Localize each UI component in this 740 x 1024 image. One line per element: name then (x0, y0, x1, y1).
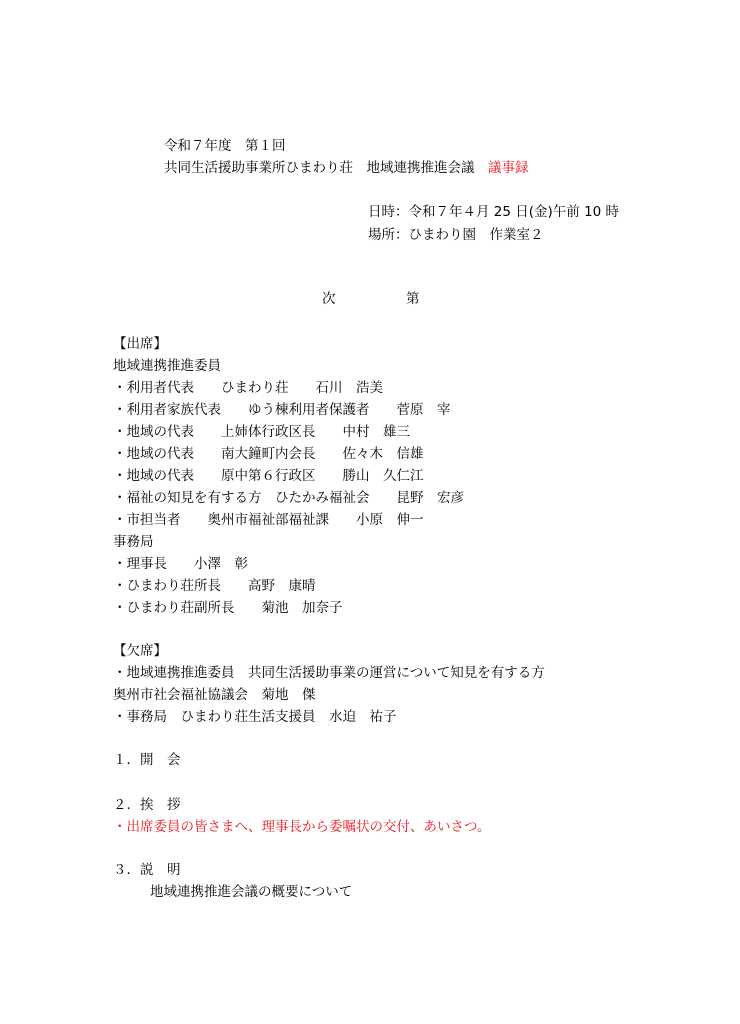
greeting-note: ・出席委員の皆さまへ、理事長から委嘱状の交付、あいさつ。 (113, 819, 491, 835)
section-explanation: ３．説 明 (113, 862, 181, 878)
section-opening: １．開 会 (113, 752, 181, 768)
office-member-line: ・ひまわり荘副所長 菊池 加奈子 (113, 600, 343, 616)
attendee-line: ・地域の代表 南大鐘町内会長 佐々木 信雄 (113, 446, 424, 462)
attendee-line: ・地域の代表 上姉体行政区長 中村 雄三 (113, 424, 410, 440)
attendee-line: ・福祉の知見を有する方 ひたかみ福祉会 昆野 宏彦 (113, 490, 464, 506)
meeting-session-line: 令和７年度 第１回 (164, 138, 286, 154)
office-member-line: ・ひまわり荘所長 高野 康晴 (113, 578, 316, 594)
meeting-datetime: 日時：令和７年４月 25 日(金)午前 10 時 (368, 204, 620, 220)
section-greeting: ２．挨 拶 (113, 797, 181, 813)
attendee-line: ・利用者家族代表 ゆう棟利用者保護者 菅原 宰 (113, 402, 451, 418)
document-title (164, 160, 529, 176)
attendee-line: ・利用者代表 ひまわり荘 石川 浩美 (113, 380, 383, 396)
absence-line: ・事務局 ひまわり荘生活支援員 水迫 祐子 (113, 709, 397, 725)
absence-line: 奥州市社会福祉協議会 菊地 傑 (113, 687, 316, 703)
title-minutes-label: 議事録 (488, 160, 529, 176)
office-label: 事務局 (113, 534, 154, 550)
attendee-line: ・地域の代表 原中第６行政区 勝山 久仁江 (113, 468, 424, 484)
attendance-heading: 【出席】 (113, 336, 167, 352)
absence-line: ・地域連携推進委員 共同生活援助事業の運営について知見を有する方 (113, 665, 545, 681)
explanation-note: 地域連携推進会議の概要について (150, 884, 353, 900)
attendee-line: ・市担当者 奥州市福祉部福祉課 小原 伸一 (113, 512, 424, 528)
agenda-heading-left: 次 (322, 291, 336, 307)
committee-label: 地域連携推進委員 (113, 358, 221, 374)
agenda-heading-right: 第 (406, 291, 420, 307)
absence-heading: 【欠席】 (113, 643, 167, 659)
office-member-line: ・理事長 小澤 彰 (113, 556, 248, 572)
title-main: 共同生活援助事業所ひまわり荘 地域連携推進会議 (164, 160, 488, 176)
meeting-place: 場所：ひまわり園 作業室２ (368, 227, 544, 243)
